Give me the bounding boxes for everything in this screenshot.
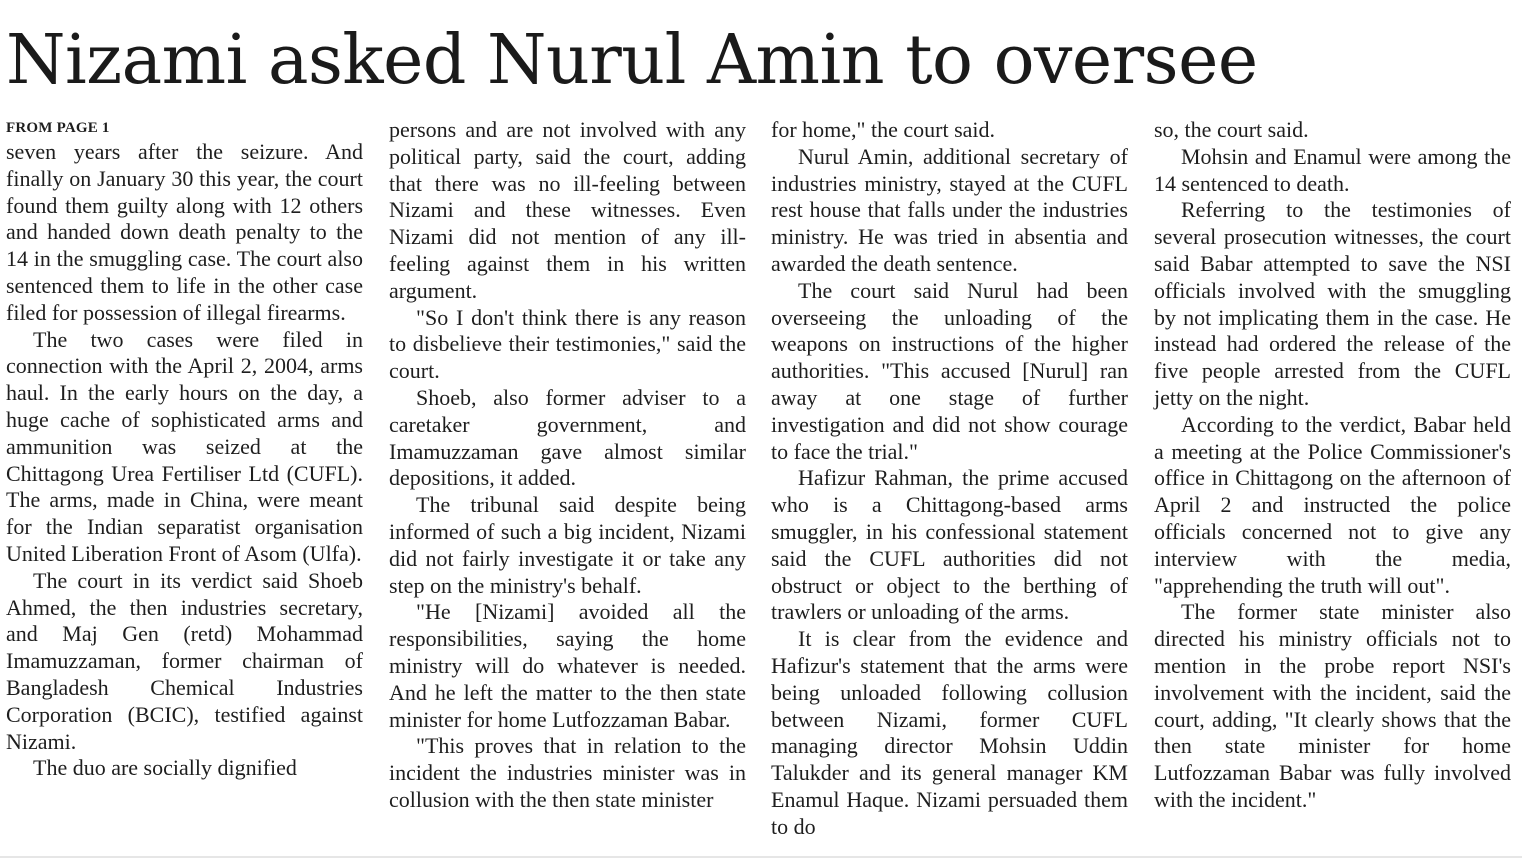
paragraph: The two cases were filed in connection with the April 2, 2004, arms haul. In the early hours on the day, a huge cache of sophisticated arms and ammunition was seized at the Chittagong Urea Fertiliser Ltd (CUFL). The arms, made in China, were meant for the Indian separatist organisation United Liberation Front of Asom (Ulfa). <box>6 326 363 566</box>
article-column-2 <box>389 117 746 814</box>
headline: Nizami asked Nurul Amin to oversee <box>6 21 1258 100</box>
article-column-1 <box>6 117 363 782</box>
paragraph: The duo are socially dignified <box>33 755 297 781</box>
paragraph: so, the court said. <box>1154 117 1309 142</box>
paragraph: "So I don't think there is any reason to disbelieve their testimonies," said the court. <box>389 304 746 384</box>
article-column-3 <box>771 117 1128 841</box>
article-column-4 <box>1154 117 1511 814</box>
paragraph: "This proves that in relation to the incident the industries minister was in collusion with the then state minister <box>389 733 746 812</box>
paragraph: persons and are not involved with any political party, said the court, adding that there was no ill-feeling between Nizami and these witnesses. Even Nizami did not mention of any ill-feeling against them in his written argument. <box>389 117 746 303</box>
paragraph: The court said Nurul had been overseeing the unloading of the weapons on instructions of the higher authorities. "This accused [Nurul] ran away at one stage of further investigation and did not show courage to face the trial." <box>771 277 1128 464</box>
bottom-rule <box>0 856 1522 858</box>
paragraph: Nurul Amin, additional secretary of industries ministry, stayed at the CUFL rest house that falls under the industries ministry. He was tried in absentia and awarded the death sentence. <box>771 143 1128 276</box>
paragraph: It is clear from the evidence and Hafizur's statement that the arms were being unloaded following collusion between Nizami, former CUFL managing director Mohsin Uddin Talukder and its general manager KM Enamul Haque. Nizami persuaded them to do <box>771 626 1128 839</box>
paragraph: The court in its verdict said Shoeb Ahmed, the then industries secretary, and Maj Gen (retd) Mohammad Imamuzzaman, former chairman of Bangladesh Chemical Industries Corporation (BCIC), testified against Nizami. <box>6 567 363 754</box>
paragraph: The former state minister also directed his ministry officials not to mention in the probe report NSI's involvement with the incident, said the court, adding, "It clearly shows that the then state minister for home Lutfozzaman Babar was fully involved with the incident." <box>1154 599 1511 812</box>
paragraph: Hafizur Rahman, the prime accused who is a Chittagong-based arms smuggler, in his confessional statement said the CUFL authorities did not obstruct or object to the berthing of trawlers or unloading of the arms. <box>771 465 1128 625</box>
paragraph: for home," the court said. <box>771 117 996 142</box>
paragraph: "He [Nizami] avoided all the responsibilities, saying the home ministry will do whatever is needed. And he left the matter to the then state minister for home Lutfozzaman Babar. <box>389 599 746 732</box>
paragraph: The tribunal said despite being informed of such a big incident, Nizami did not fairly investigate it or take any step on the ministry's behalf. <box>389 492 746 598</box>
paragraph: Referring to the testimonies of several prosecution witnesses, the court said Babar attempted to save the NSI officials involved with the smuggling by not implicating them in the case. He instead had ordered the release of the five people arrested from the CUFL jetty on the night. <box>1154 197 1511 410</box>
paragraph: According to the verdict, Babar held a meeting at the Police Commissioner's office in Chittagong on the afternoon of April 2 and instructed the police officials concerned not to give any interview with the media, "apprehending the truth will out". <box>1154 411 1511 598</box>
paragraph: Mohsin and Enamul were among the 14 sentenced to death. <box>1154 143 1511 196</box>
paragraph: seven years after the seizure. And finally on January 30 this year, the court found them guilty along with 12 others and handed down death penalty to the 14 in the smuggling case. The court also sentenced them to life in the other case filed for possession of illegal firearms. <box>6 139 363 325</box>
paragraph: Shoeb, also former adviser to a caretaker government, and Imamuzzaman gave almost similar depositions, it added. <box>389 384 746 491</box>
continued-from-label: FROM PAGE 1 <box>6 120 110 136</box>
